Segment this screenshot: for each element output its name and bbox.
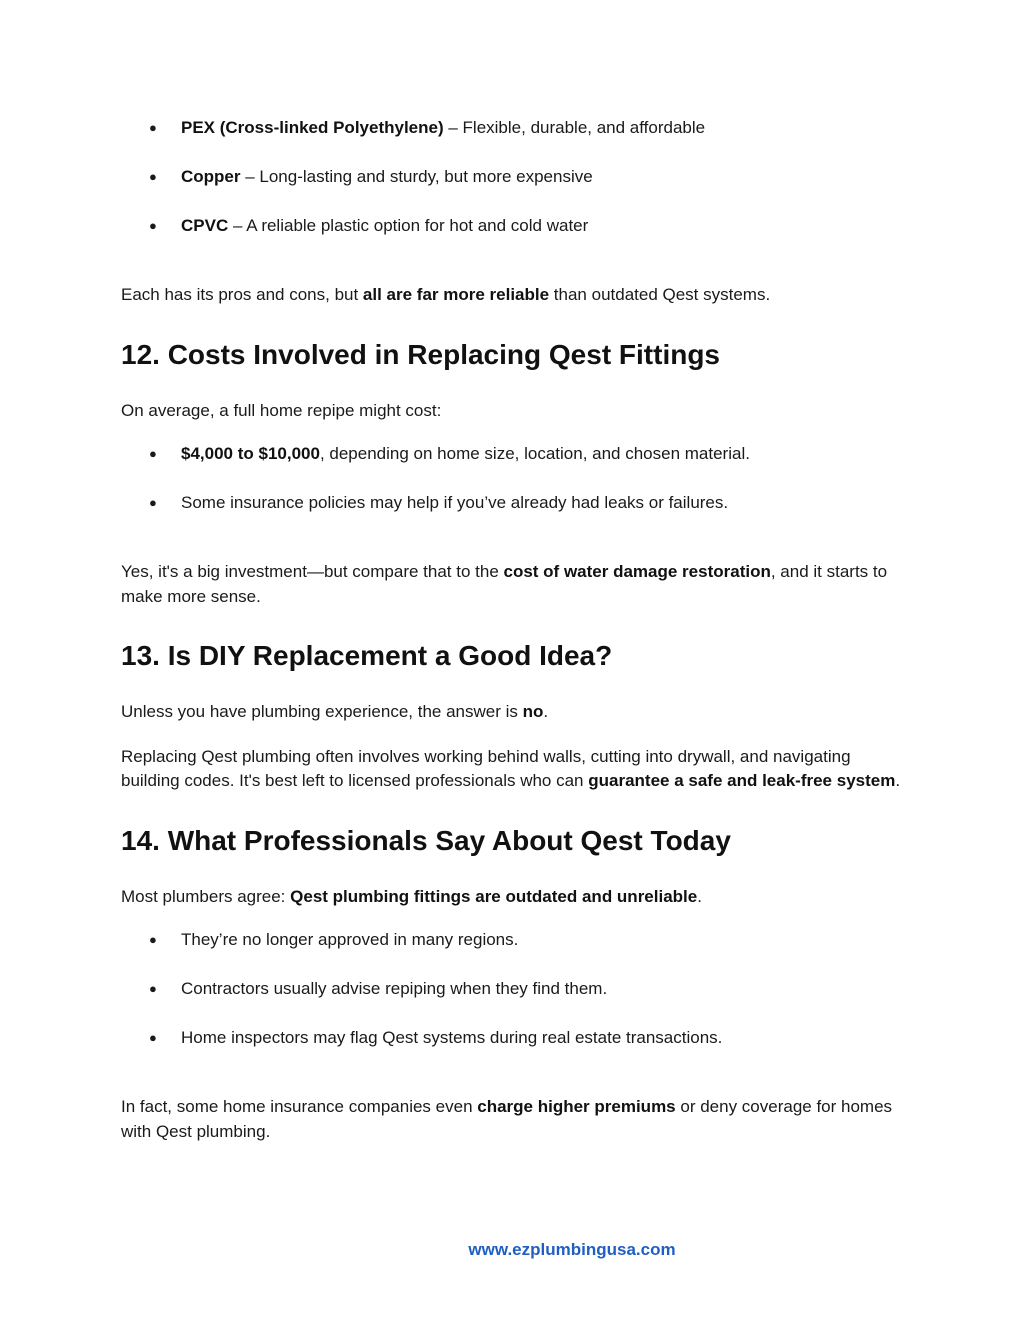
list-item (121, 491, 911, 515)
bullet-icon: ● (149, 218, 157, 233)
text-span: Replacing Qest plumbing often involves working behind walls, cutting into drywall, and navigating building codes. It's best left to licensed professionals who can (121, 746, 851, 790)
section-14-closing (121, 1095, 911, 1144)
document-content (121, 116, 911, 1144)
list-item-text: – Flexible, durable, and affordable (443, 118, 706, 137)
text-span: , and it starts to make more sense. (121, 562, 888, 606)
section-13-heading: 13. Is DIY Replacement a Good Idea? (121, 640, 613, 671)
text-bold: cost of water damage restoration (503, 562, 771, 581)
section-12-intro: On average, a full home repipe might cost: (121, 400, 442, 420)
bullet-icon: ● (149, 932, 157, 947)
bullet-icon: ● (149, 120, 157, 135)
professionals-list (121, 928, 911, 1050)
text-bold: Qest plumbing fittings are outdated and unreliable (290, 886, 698, 906)
cost-list (121, 442, 911, 515)
list-item-bold: PEX (Cross-linked Polyethylene) (181, 118, 444, 137)
list-item-text: , depending on home size, location, and chosen material. (319, 444, 750, 463)
list-item-bold: Copper (181, 167, 241, 186)
section-13-p2 (121, 745, 911, 794)
text-span: Unless you have plumbing experience, the answer is (121, 702, 523, 721)
bullet-icon: ● (149, 446, 157, 461)
section-13-p1 (121, 700, 911, 725)
materials-summary (121, 283, 911, 308)
list-item-text: Some insurance policies may help if you’ve already had leaks or failures. (181, 493, 729, 512)
text-span: . (895, 771, 901, 790)
list-item-bold: $4,000 to $10,000 (181, 444, 320, 463)
bullet-icon: ● (149, 981, 157, 996)
text-bold: no (522, 702, 544, 721)
list-item (121, 928, 911, 952)
section-14-intro (121, 885, 911, 910)
list-item-text: – Long-lasting and sturdy, but more expensive (240, 167, 593, 186)
text-span: or deny coverage for homes with Qest plumbing. (121, 1097, 893, 1141)
list-item-bold: CPVC (181, 216, 229, 235)
text-span: Each has its pros and cons, but (121, 285, 363, 304)
bullet-icon: ● (149, 169, 157, 184)
list-item (121, 165, 911, 189)
section-14-heading: 14. What Professionals Say About Qest Today (121, 824, 731, 856)
text-bold: charge higher premiums (477, 1097, 676, 1116)
list-item (121, 1026, 911, 1050)
list-item-text: – A reliable plastic option for hot and cold water (228, 216, 589, 235)
list-item (121, 116, 911, 140)
list-item (121, 214, 911, 238)
text-bold: all are far more reliable (362, 285, 550, 304)
list-item (121, 977, 911, 1001)
text-span: Most plumbers agree: (121, 886, 291, 906)
list-item-text: Contractors usually advise repiping when they find them. (181, 979, 608, 998)
bullet-icon: ● (149, 1030, 157, 1045)
list-item-text: Home inspectors may flag Qest systems during real estate transactions. (181, 1028, 723, 1047)
materials-list (121, 116, 911, 238)
text-span: . (543, 702, 549, 721)
list-item (121, 442, 911, 466)
text-span: In fact, some home insurance companies even (121, 1097, 478, 1116)
bullet-icon: ● (149, 495, 157, 510)
section-12-heading: 12. Costs Involved in Replacing Qest Fittings (121, 338, 721, 370)
footer-website-link[interactable]: www.ezplumbingusa.com (468, 1240, 676, 1259)
section-12-closing (121, 560, 911, 609)
text-span: Yes, it's a big investment—but compare that to the (121, 562, 504, 581)
text-span: . (697, 886, 702, 906)
text-bold: guarantee a safe and leak-free system (588, 771, 896, 790)
list-item-text: They’re no longer approved in many regions. (181, 930, 519, 949)
text-span: than outdated Qest systems. (549, 285, 771, 304)
